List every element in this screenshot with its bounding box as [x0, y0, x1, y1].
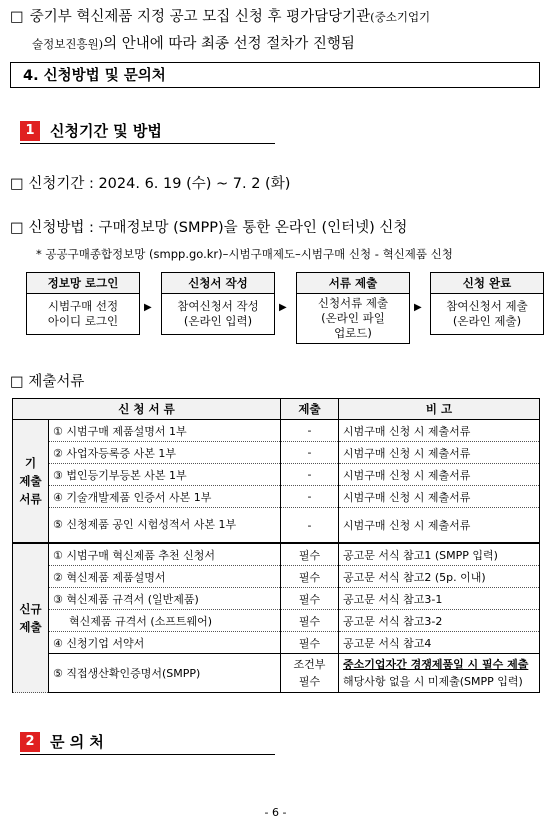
header-note: 비 고 — [339, 399, 540, 420]
subsection-number: 2 — [20, 732, 40, 752]
doc-note-line: 중소기업자간 경쟁제품일 시 필수 제출 — [343, 658, 529, 671]
doc-note: 시범구매 신청 시 제출서류 — [339, 508, 540, 544]
doc-note: 시범구매 신청 시 제출서류 — [339, 464, 540, 486]
arrow-right-icon: ▶ — [144, 302, 152, 313]
doc-submit: - — [281, 486, 339, 508]
subsection-title: 문 의 처 — [50, 733, 104, 751]
subsection-header-1 — [20, 120, 162, 141]
header-docs: 신 청 서 류 — [13, 399, 281, 420]
checkbox-square-icon: □ — [10, 374, 29, 390]
doc-note: 공고문 서식 참고1 (SMPP 입력) — [339, 543, 540, 566]
subsection-underline — [20, 754, 275, 755]
doc-note: 공고문 서식 참고4 — [339, 632, 540, 654]
subsection-underline — [20, 143, 275, 144]
table-row — [13, 464, 540, 486]
period-text: 신청기간 : 2024. 6. 19 (수) ~ 7. 2 (화) — [28, 176, 291, 192]
doc-submit: - — [281, 420, 339, 442]
doc-name: ① 시범구매 제품설명서 1부 — [49, 420, 281, 442]
table-row — [13, 420, 540, 442]
doc-name: ② 사업자등록증 사본 1부 — [49, 442, 281, 464]
flow-step-text: 참여신청서 제출 — [446, 299, 528, 313]
doc-note: 시범구매 신청 시 제출서류 — [339, 442, 540, 464]
group-label-new — [13, 543, 49, 693]
doc-submit-line: 필수 — [298, 675, 321, 688]
flow-step-text: (온라인 파일 — [321, 311, 385, 325]
page-number: - 6 - — [264, 806, 287, 819]
doc-note: 공고문 서식 참고2 (5p. 이내) — [339, 566, 540, 588]
table-row — [13, 654, 540, 693]
doc-name: ⑤ 신청제품 공인 시험성적서 사본 1부 — [49, 508, 281, 544]
doc-note — [339, 654, 540, 693]
method-note: * 공공구매종합정보망 (smpp.go.kr)–시범구매제도–시범구매 신청 - 혁신제품 신청 — [36, 247, 453, 261]
doc-name: ③ 혁신제품 규격서 (일반제품) — [49, 588, 281, 610]
method-text: 신청방법 : 구매정보망 (SMPP)을 통한 온라인 (인터넷) 신청 — [28, 220, 408, 236]
subsection-title: 신청기간 및 방법 — [50, 122, 162, 140]
table-row — [13, 632, 540, 654]
group-label-line: 기 — [24, 456, 37, 470]
group-label-existing — [13, 420, 49, 544]
doc-submit: 필수 — [281, 610, 339, 632]
checkbox-square-icon: □ — [10, 176, 29, 192]
checkbox-square-icon: □ — [10, 220, 29, 236]
doc-submit: - — [281, 442, 339, 464]
subsection-number: 1 — [20, 121, 40, 141]
doc-name: 혁신제품 규격서 (소프트웨어) — [49, 610, 281, 632]
table-row — [13, 566, 540, 588]
subsection-header-2 — [20, 731, 104, 752]
section-title: 4. 신청방법 및 문의처 — [10, 62, 540, 88]
flow-step-text: (온라인 제출) — [452, 314, 522, 328]
intro-line1-main: 중기부 혁신제품 지정 공고 모집 신청 후 평가담당기관 — [29, 9, 371, 25]
flow-step-title: 신청서 작성 — [162, 273, 274, 294]
group-label-line: 제출 — [19, 474, 42, 488]
table-header-row — [13, 399, 540, 420]
flow-step-title: 정보망 로그인 — [27, 273, 139, 294]
intro-line2-main: 의 안내에 따라 최종 선정 절차가 진행됨 — [103, 36, 355, 52]
doc-note: 시범구매 신청 시 제출서류 — [339, 486, 540, 508]
intro-line1-small: (중소기업기 — [370, 10, 431, 24]
doc-submit: - — [281, 464, 339, 486]
method-item — [10, 216, 407, 237]
table-row — [13, 588, 540, 610]
docs-label: 제출서류 — [28, 374, 85, 390]
flow-step-text: 신청서류 제출 — [317, 296, 389, 310]
arrow-right-icon: ▶ — [279, 302, 287, 313]
flow-step-text: 참여신청서 작성 — [177, 299, 259, 313]
flow-step-1 — [26, 272, 140, 335]
doc-note-line: 해당사항 없을 시 미제출(SMPP 입력) — [343, 675, 523, 688]
table-row — [13, 442, 540, 464]
doc-submit: 필수 — [281, 566, 339, 588]
header-submit: 제출 — [281, 399, 339, 420]
doc-submit — [281, 654, 339, 693]
arrow-right-icon: ▶ — [414, 302, 422, 313]
flow-step-3 — [296, 272, 410, 344]
flow-step-text: (온라인 입력) — [183, 314, 253, 328]
checkbox-square-icon: □ — [10, 9, 24, 25]
flow-step-text: 업로드) — [334, 326, 372, 340]
doc-name: ③ 법인등기부등본 사본 1부 — [49, 464, 281, 486]
doc-submit: 필수 — [281, 543, 339, 566]
doc-submit-line: 조건부 — [293, 658, 326, 671]
doc-name: ④ 신청기업 서약서 — [49, 632, 281, 654]
doc-note: 공고문 서식 참고3-2 — [339, 610, 540, 632]
table-row — [13, 543, 540, 566]
doc-name: ④ 기술개발제품 인증서 사본 1부 — [49, 486, 281, 508]
doc-submit: - — [281, 508, 339, 544]
intro-paragraph — [10, 4, 545, 58]
doc-note: 시범구매 신청 시 제출서류 — [339, 420, 540, 442]
flow-step-4 — [430, 272, 544, 335]
docs-item — [10, 370, 84, 391]
doc-name: ⑤ 직접생산확인증명서(SMPP) — [49, 654, 281, 693]
group-label-line: 신규 — [19, 602, 42, 616]
doc-submit: 필수 — [281, 588, 339, 610]
flow-step-2 — [161, 272, 275, 335]
group-label-line: 서류 — [19, 492, 42, 506]
flow-step-text: 시범구매 선정 — [47, 299, 119, 313]
group-label-line: 제출 — [19, 620, 42, 634]
doc-note: 공고문 서식 참고3-1 — [339, 588, 540, 610]
period-item — [10, 172, 290, 193]
documents-table — [12, 398, 540, 693]
doc-submit: 필수 — [281, 632, 339, 654]
intro-line2-small: 술정보진흥원) — [32, 37, 104, 51]
doc-name: ① 시범구매 혁신제품 추천 신청서 — [49, 543, 281, 566]
flow-step-text: 아이디 로그인 — [47, 314, 119, 328]
flow-step-title: 신청 완료 — [431, 273, 543, 294]
doc-name: ② 혁신제품 제품설명서 — [49, 566, 281, 588]
table-row — [13, 508, 540, 544]
table-row — [13, 486, 540, 508]
flow-step-title: 서류 제출 — [297, 273, 409, 294]
process-flow — [26, 272, 541, 352]
table-row — [13, 610, 540, 632]
